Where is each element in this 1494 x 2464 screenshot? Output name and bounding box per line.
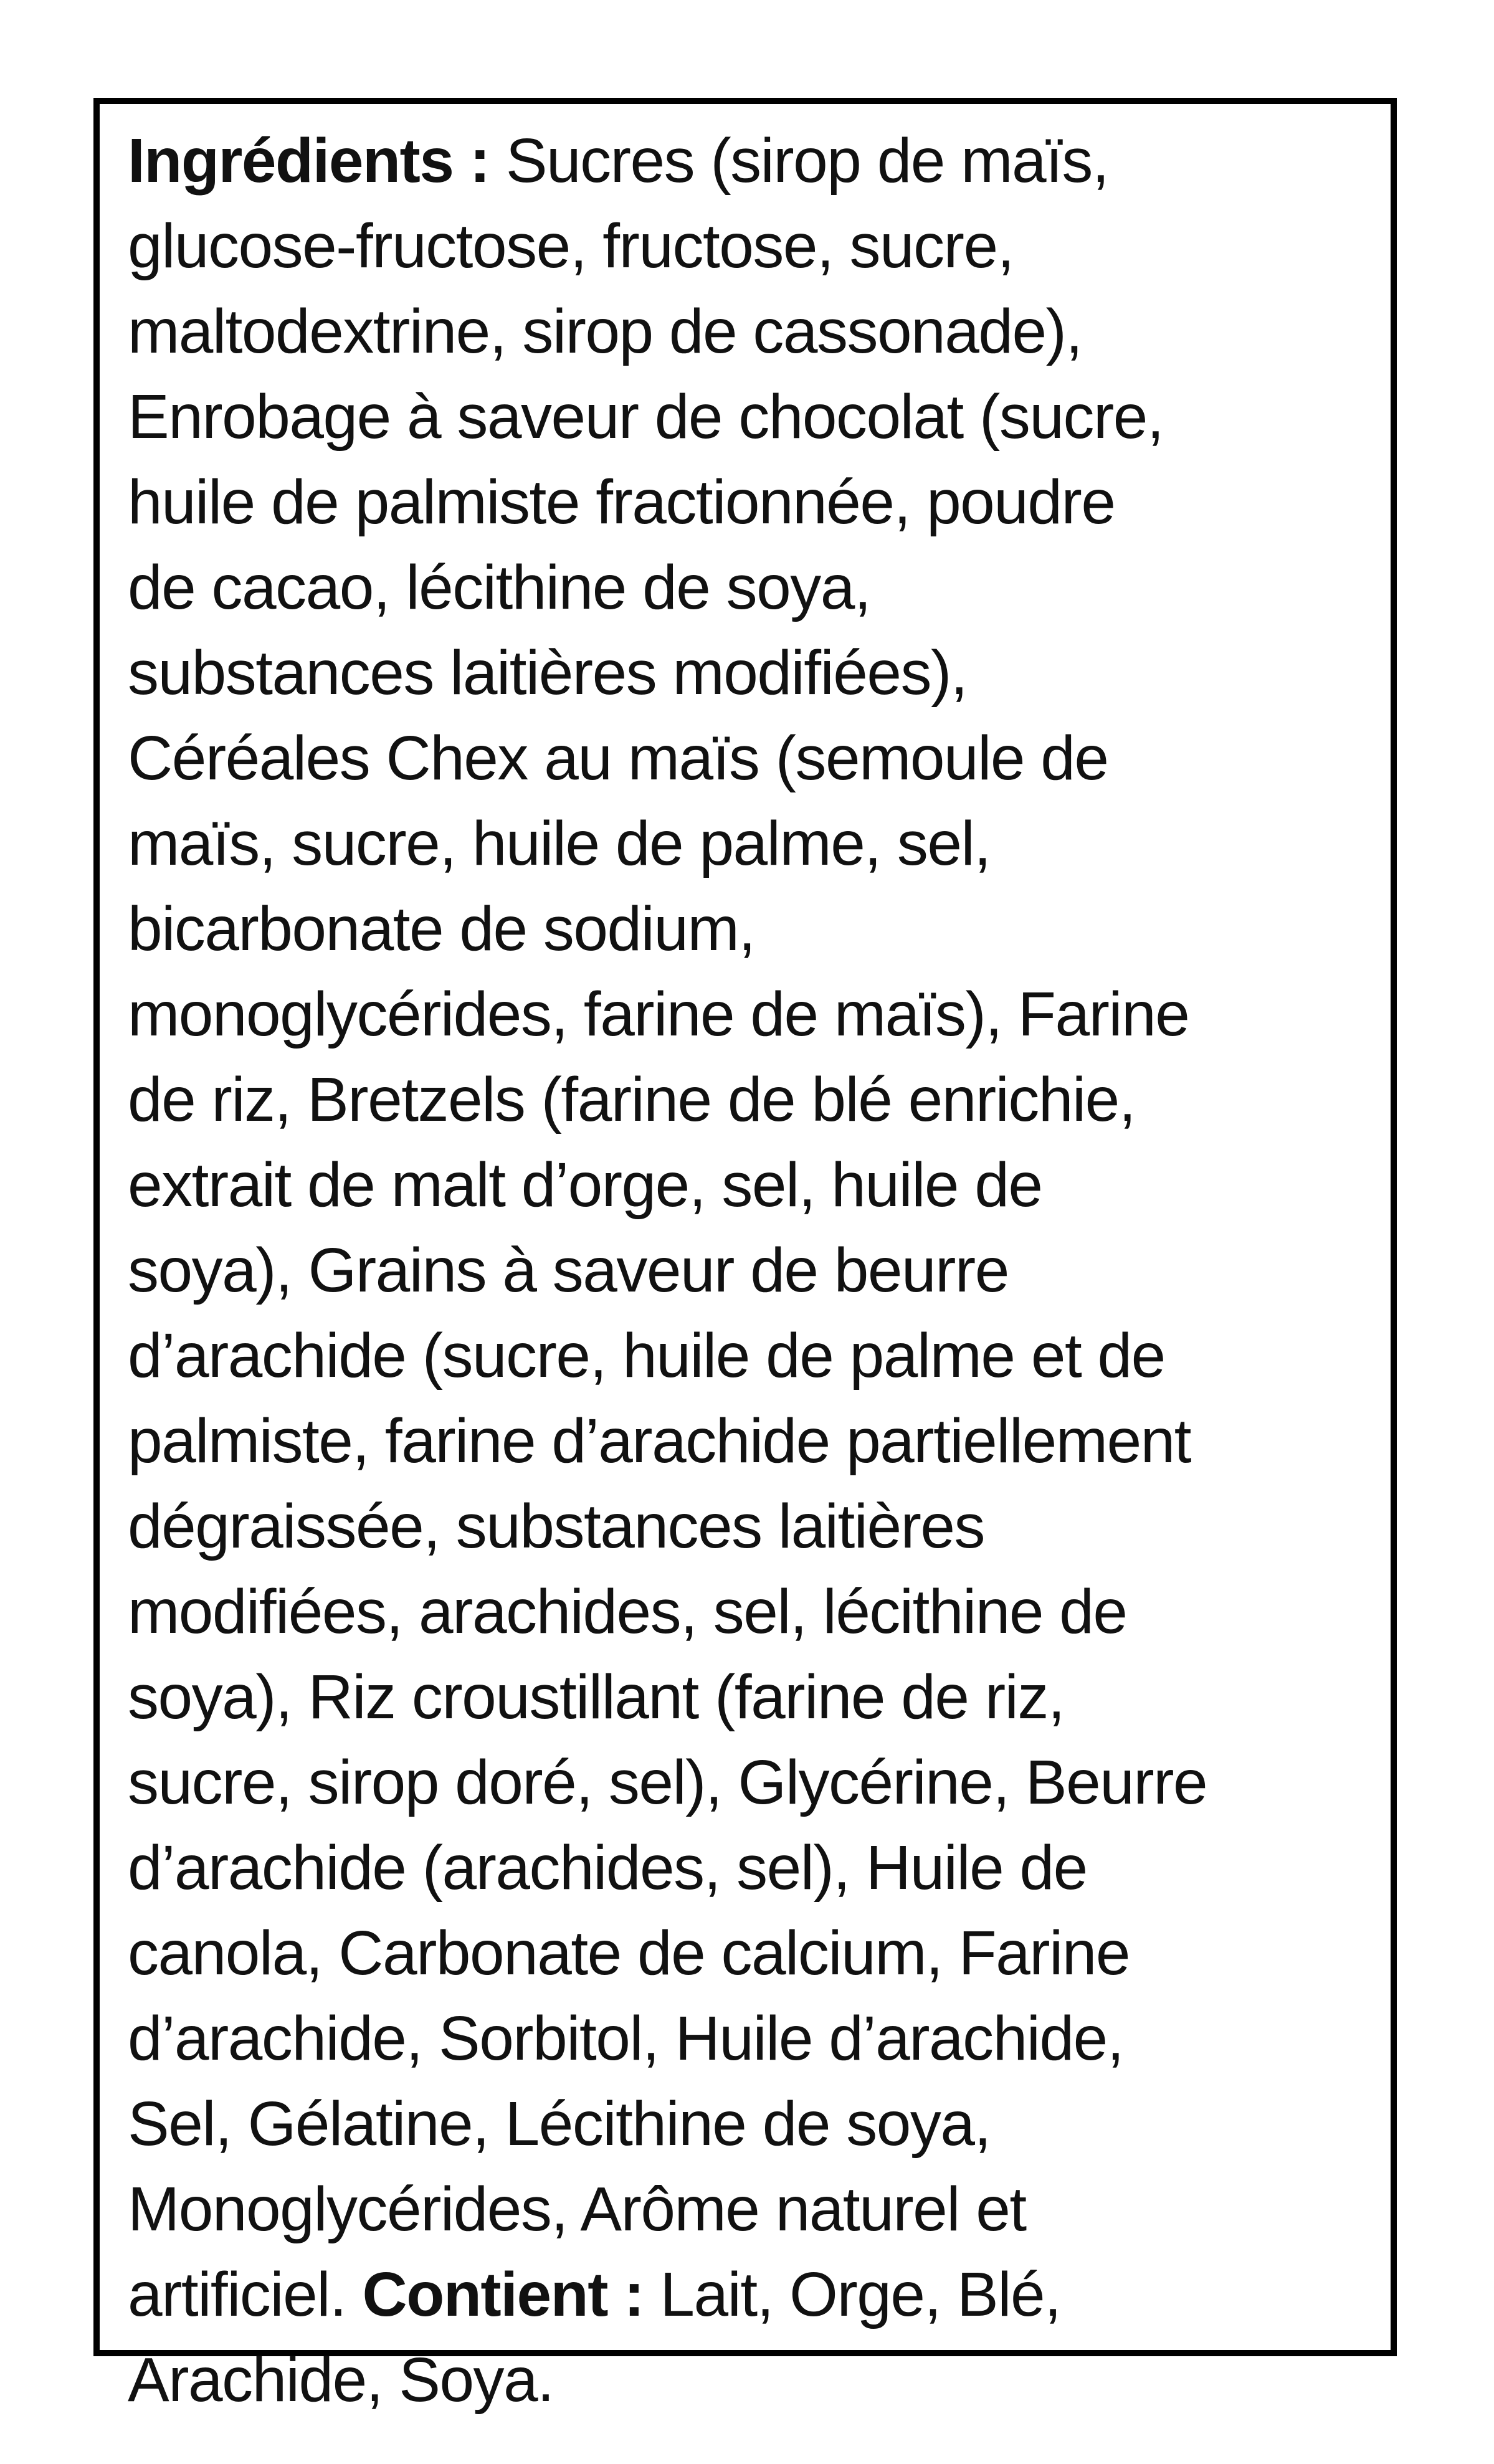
contains-heading: Contient :: [362, 2260, 644, 2329]
ingredients-line: extrait de malt d’orge, sel, huile de: [128, 1150, 1042, 1220]
ingredients-line: d’arachide (arachides, sel), Huile de: [128, 1833, 1087, 1903]
ingredients-line: soya), Grains à saveur de beurre: [128, 1235, 1009, 1305]
ingredients-line: Arachide, Soya.: [128, 2345, 554, 2415]
ingredients-line: Céréales Chex au maïs (semoule de: [128, 723, 1108, 793]
allergens-text-segment: Lait, Orge, Blé,: [644, 2260, 1061, 2329]
ingredients-line: glucose-fructose, fructose, sucre,: [128, 211, 1014, 281]
ingredients-line: modifiées, arachides, sel, lécithine de: [128, 1577, 1127, 1647]
ingredients-line: d’arachide, Sorbitol, Huile d’arachide,: [128, 2004, 1123, 2073]
ingredients-line: monoglycérides, farine de maïs), Farine: [128, 979, 1189, 1049]
ingredients-line: substances laitières modifiées),: [128, 638, 968, 708]
ingredients-line: d’arachide (sucre, huile de palme et de: [128, 1321, 1165, 1391]
ingredients-line: palmiste, farine d’arachide partiellement: [128, 1406, 1191, 1476]
ingredients-text-segment: artificiel.: [128, 2260, 363, 2329]
ingredients-line: maltodextrine, sirop de cassonade),: [128, 297, 1082, 366]
ingredients-line: huile de palmiste fractionnée, poudre: [128, 467, 1115, 537]
ingredients-line: de riz, Bretzels (farine de blé enrichie,: [128, 1065, 1136, 1134]
ingredients-paragraph: [128, 118, 1380, 2423]
ingredients-line: Monoglycérides, Arôme naturel et: [128, 2174, 1026, 2244]
ingredients-heading: Ingrédients :: [128, 126, 490, 196]
ingredients-line: dégraissée, substances laitières: [128, 1491, 984, 1561]
ingredients-line: bicarbonate de sodium,: [128, 894, 755, 964]
ingredients-line: sucre, sirop doré, sel), Glycérine, Beurre: [128, 1748, 1207, 1817]
ingredients-line: de cacao, lécithine de soya,: [128, 553, 871, 622]
ingredients-line: Sel, Gélatine, Lécithine de soya,: [128, 2089, 991, 2159]
ingredients-line: [128, 118, 1380, 204]
ingredients-line: [128, 2252, 1380, 2338]
ingredients-line: maïs, sucre, huile de palme, sel,: [128, 809, 991, 878]
ingredients-text-segment: Sucres (sirop de maïs,: [489, 126, 1109, 196]
ingredients-line: soya), Riz croustillant (farine de riz,: [128, 1662, 1065, 1732]
ingredients-line: Enrobage à saveur de chocolat (sucre,: [128, 382, 1164, 452]
ingredients-line: canola, Carbonate de calcium, Farine: [128, 1918, 1130, 1988]
